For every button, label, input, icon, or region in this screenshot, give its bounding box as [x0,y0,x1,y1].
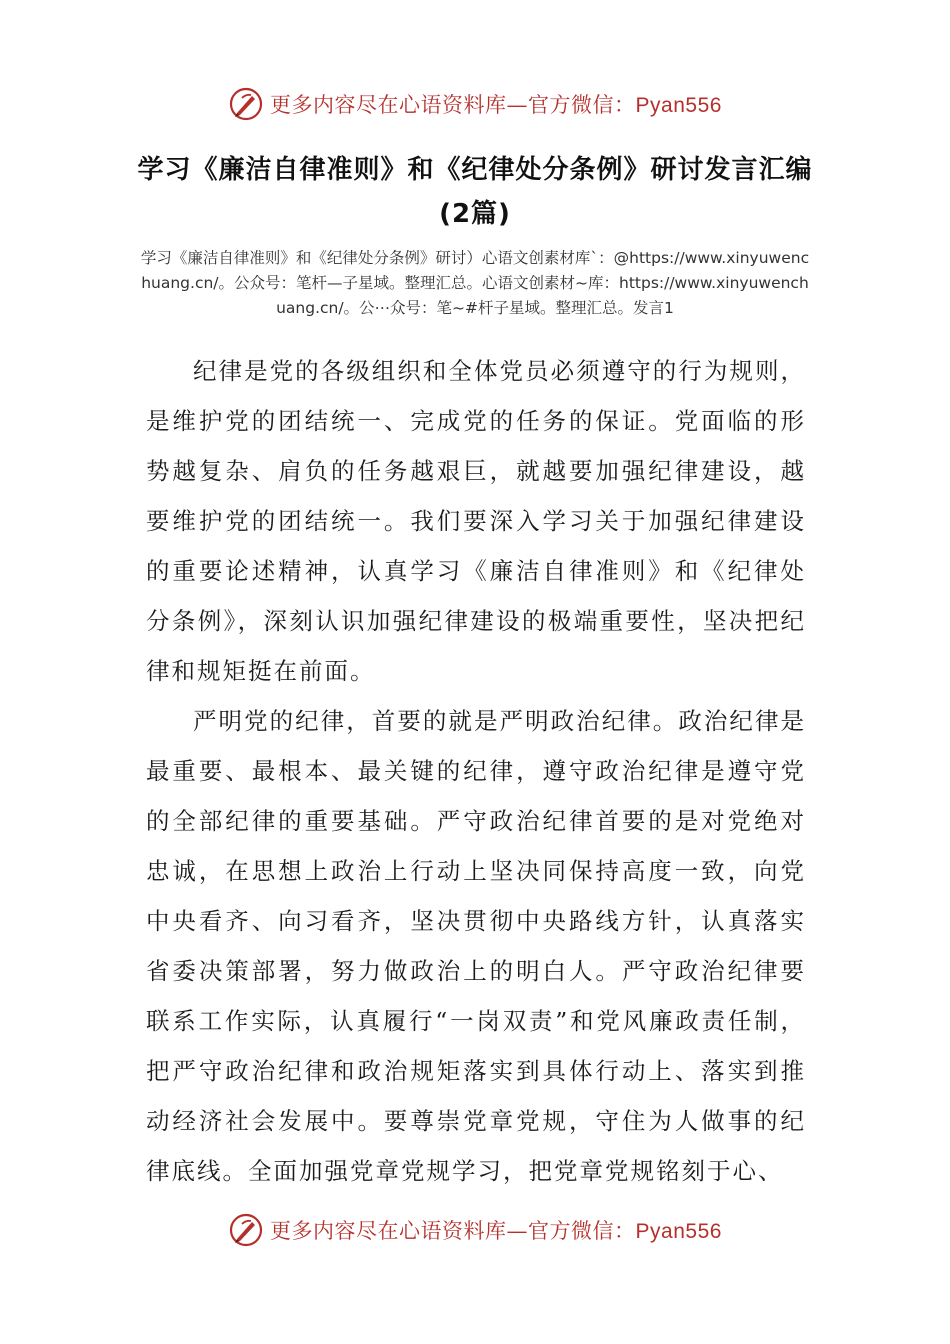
banner-text: 更多内容尽在心语资料库—官方微信：Pyan556 [270,93,722,117]
header-banner [0,82,950,126]
document-title [0,148,950,236]
title-line-2: (2篇) [439,199,511,229]
footer-banner [0,1208,950,1252]
title-line-1: 学习《廉洁自律准则》和《纪律处分条例》研讨发言汇编 [137,155,813,185]
pen-logo-icon [228,86,264,122]
document-body [146,346,806,1196]
wechat-id: Pyan556 [635,1220,722,1243]
pen-logo-icon [228,1212,264,1248]
body-paragraph-1: 纪律是党的各级组织和全体党员必须遵守的行为规则，是维护党的团结统一、完成党的任务的保证。党面临的形势越复杂、肩负的任务越艰巨，就越要加强纪律建设，越要维护党的团结统一。我们要深入学习关于加强纪律建设的重要论述精神，认真学习《廉洁自律准则》和《纪律处分条例》，深刻认识加强纪律建设的极端重要性，坚决把纪律和规矩挺在前面。 [146,357,806,685]
banner-text: 更多内容尽在心语资料库—官方微信：Pyan556 [270,1219,722,1243]
source-note: 学习《廉洁自律准则》和《纪律处分条例》研讨）心语文创素材库`：@https://www.xinyuwenchuang.cn/。公众号：笔杆—子星域。整理汇总。心语文创素材~库：https://www.xinyuwenchuang.cn/。公⋯众号：笔~#杆子星域。整理汇总。发言1 [140,249,810,317]
wechat-id: Pyan556 [635,94,722,117]
body-paragraph-2: 严明党的纪律，首要的就是严明政治纪律。政治纪律是最重要、最根本、最关键的纪律，遵守政治纪律是遵守党的全部纪律的重要基础。严守政治纪律首要的是对党绝对忠诚，在思想上政治上行动上坚决同保持高度一致，向党中央看齐、向习看齐，坚决贯彻中央路线方针，认真落实省委决策部署，努力做政治上的明白人。严守政治纪律要联系工作实际，认真履行“一岗双责”和党风廉政责任制，把严守政治纪律和政治规矩落实到具体行动上、落实到推动经济社会发展中。要尊崇党章党规，守住为人做事的纪律底线。全面加强党章党规学习，把党章党规铭刻于心、 [146,707,806,1185]
